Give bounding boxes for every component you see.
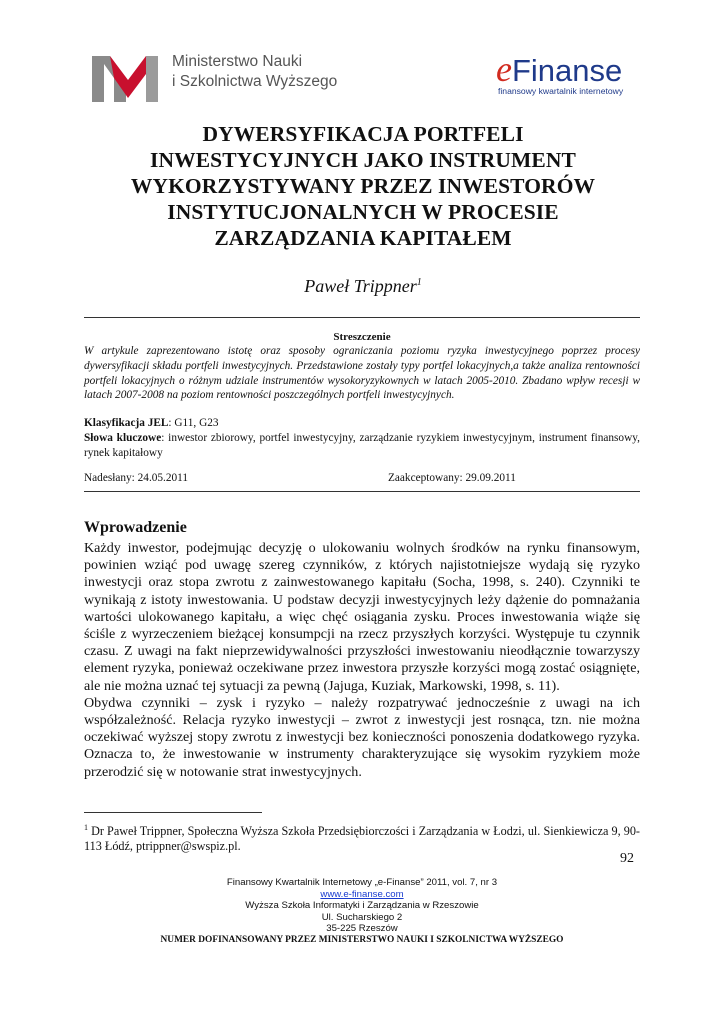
footer-street: Ul. Sucharskiego 2: [321, 911, 403, 923]
jel-classification: [84, 416, 640, 431]
paragraph: Każdy inwestor, podejmując decyzję o ulokowaniu wolnych środków na rynku finansowym, powinien wziąć pod uwagę szereg czynników, z których najistotniejsze wydają się ryzyko inwestycji oraz stopa zwrotu z zainwestowanego kapitału (Socha, 1998, s. 240). Czynniki te wynikają z istoty inwestowania. U podstaw decyzji inwestycyjnych leży dążenie do pomnażania wartości ulokowanego kapitału, a więc chęć osiągania zysku. Proces inwestowania wiąże się ściśle z wyrzeczeniem bieżącej konsumpcji na rzecz przyszłych korzyści. Występuje tu czynnik czasu. Z uwagi na fakt nieprzewidywalności przyszłości inwestowaniu nieodłącznie towarzyszy element ryzyka, ponieważ oczekiwane przez inwestora przyszłe korzyści mogą zostać osiągnięte, ale nie można uznać tej sytuacji za pewną (Jajuga, Kuziak, Markowski, 1998, s. 11).: [84, 540, 640, 694]
page-number: 92: [620, 851, 634, 866]
footer-publisher: Wyższa Szkoła Informatyki i Zarządzania w Rzeszowie: [245, 900, 479, 912]
efinanse-logo-subtitle: finansowy kwartalnik internetowy: [498, 86, 624, 96]
ministry-logo: [88, 44, 338, 104]
abstract-heading: Streszczenie: [333, 331, 391, 343]
footnote-text: Dr Paweł Trippner, Społeczna Wyższa Szkoła Przedsiębiorczości i Zarządzania w Łodzi, ul. Sienkiewicza 9, 90-113 Łódź, ptrippner@swspiz.pl.: [84, 824, 640, 854]
ministry-name-line1: Ministerstwo Nauki: [172, 53, 303, 70]
footer-website-link[interactable]: www.e-finanse.com: [320, 888, 404, 900]
abstract-text: W artykule zaprezentowano istotę oraz sposoby ograniczania poziomu ryzyka inwestycyjnego poprzez procesy dywersyfikacji składu portfeli inwestycyjnych. Przedstawione zostały typy portfel lokacyjnych,a także analiza rentowności portfeli lokacyjnych o różnym udziale instrumentów wysokoryzykownych w latach 2005-2010. Zbadano wpływ recesji w latach 2007-2008 na poziom rentowności poszczególnych portfeli inwestycyjnych.: [84, 345, 640, 402]
section-heading: Wprowadzenie: [84, 519, 187, 536]
title-line: ZARZĄDZANIA KAPITAŁEM: [214, 226, 512, 250]
efinanse-logo: [496, 49, 646, 100]
ministry-name-line2: i Szkolnictwa Wyższego: [172, 73, 338, 90]
article-author: Paweł Trippner$^1$: [304, 276, 422, 296]
title-line: INSTYTUCJONALNYCH W PROCESIE: [167, 200, 559, 224]
jel-value: : G11, G23: [168, 417, 219, 429]
submitted-date: Nadesłany: 24.05.2011: [84, 472, 189, 484]
footnote-divider: [84, 812, 262, 813]
section-body: [84, 540, 640, 781]
keywords-label: Słowa kluczowe: [84, 432, 162, 444]
footnote-marker[interactable]: 1: [416, 277, 422, 288]
title-line: WYKORZYSTYWANY PRZEZ INWESTORÓW: [130, 174, 596, 198]
accepted-date: Zaakceptowany: 29.09.2011: [388, 472, 516, 484]
footnote: [84, 820, 640, 854]
jel-label: Klasyfikacja JEL: [84, 417, 169, 429]
ministry-emblem-icon: [88, 44, 166, 104]
keywords: [84, 431, 640, 461]
footer-journal: Finansowy Kwartalnik Internetowy „e-Finanse” 2011, vol. 7, nr 3: [226, 877, 498, 888]
footer-funding-note: NUMER DOFINANSOWANY PRZEZ MINISTERSTWO NAUKI I SZKOLNICTWA WYŻSZEGO: [160, 934, 564, 945]
divider-top: [84, 317, 640, 318]
keywords-value: : inwestor zbiorowy, portfel inwestycyjny, zarządzanie ryzykiem inwestycyjnym, instrument finansowy, rynek kapitałowy: [84, 432, 640, 459]
efinanse-logo-title: eFinanse: [496, 49, 623, 89]
article-title: [120, 121, 606, 251]
footer-city: 35-225 Rzeszów: [326, 923, 398, 935]
title-line: DYWERSYFIKACJA PORTFELI: [202, 122, 524, 146]
page-footer: [84, 877, 640, 947]
divider-middle: [84, 491, 640, 492]
paragraph: Obydwa czynniki – zysk i ryzyko – należy rozpatrywać jednocześnie z uwagi na ich współzależność. Relacja ryzyko inwestycji – zwrot z inwestycji jest rosnąca, tzn. nie można oczekiwać wyższej stopy zwrotu z inwestycji bez konieczności ponoszenia dodatkowego ryzyka. Oznacza to, że inwestowanie w instrumenty charakteryzujące się wysokim ryzykiem może przerodzić się w notowanie strat inwestycyjnych.: [84, 694, 640, 780]
title-line: INWESTYCYJNYCH JAKO INSTRUMENT: [150, 148, 576, 172]
footnote-mark: 1: [84, 823, 88, 832]
